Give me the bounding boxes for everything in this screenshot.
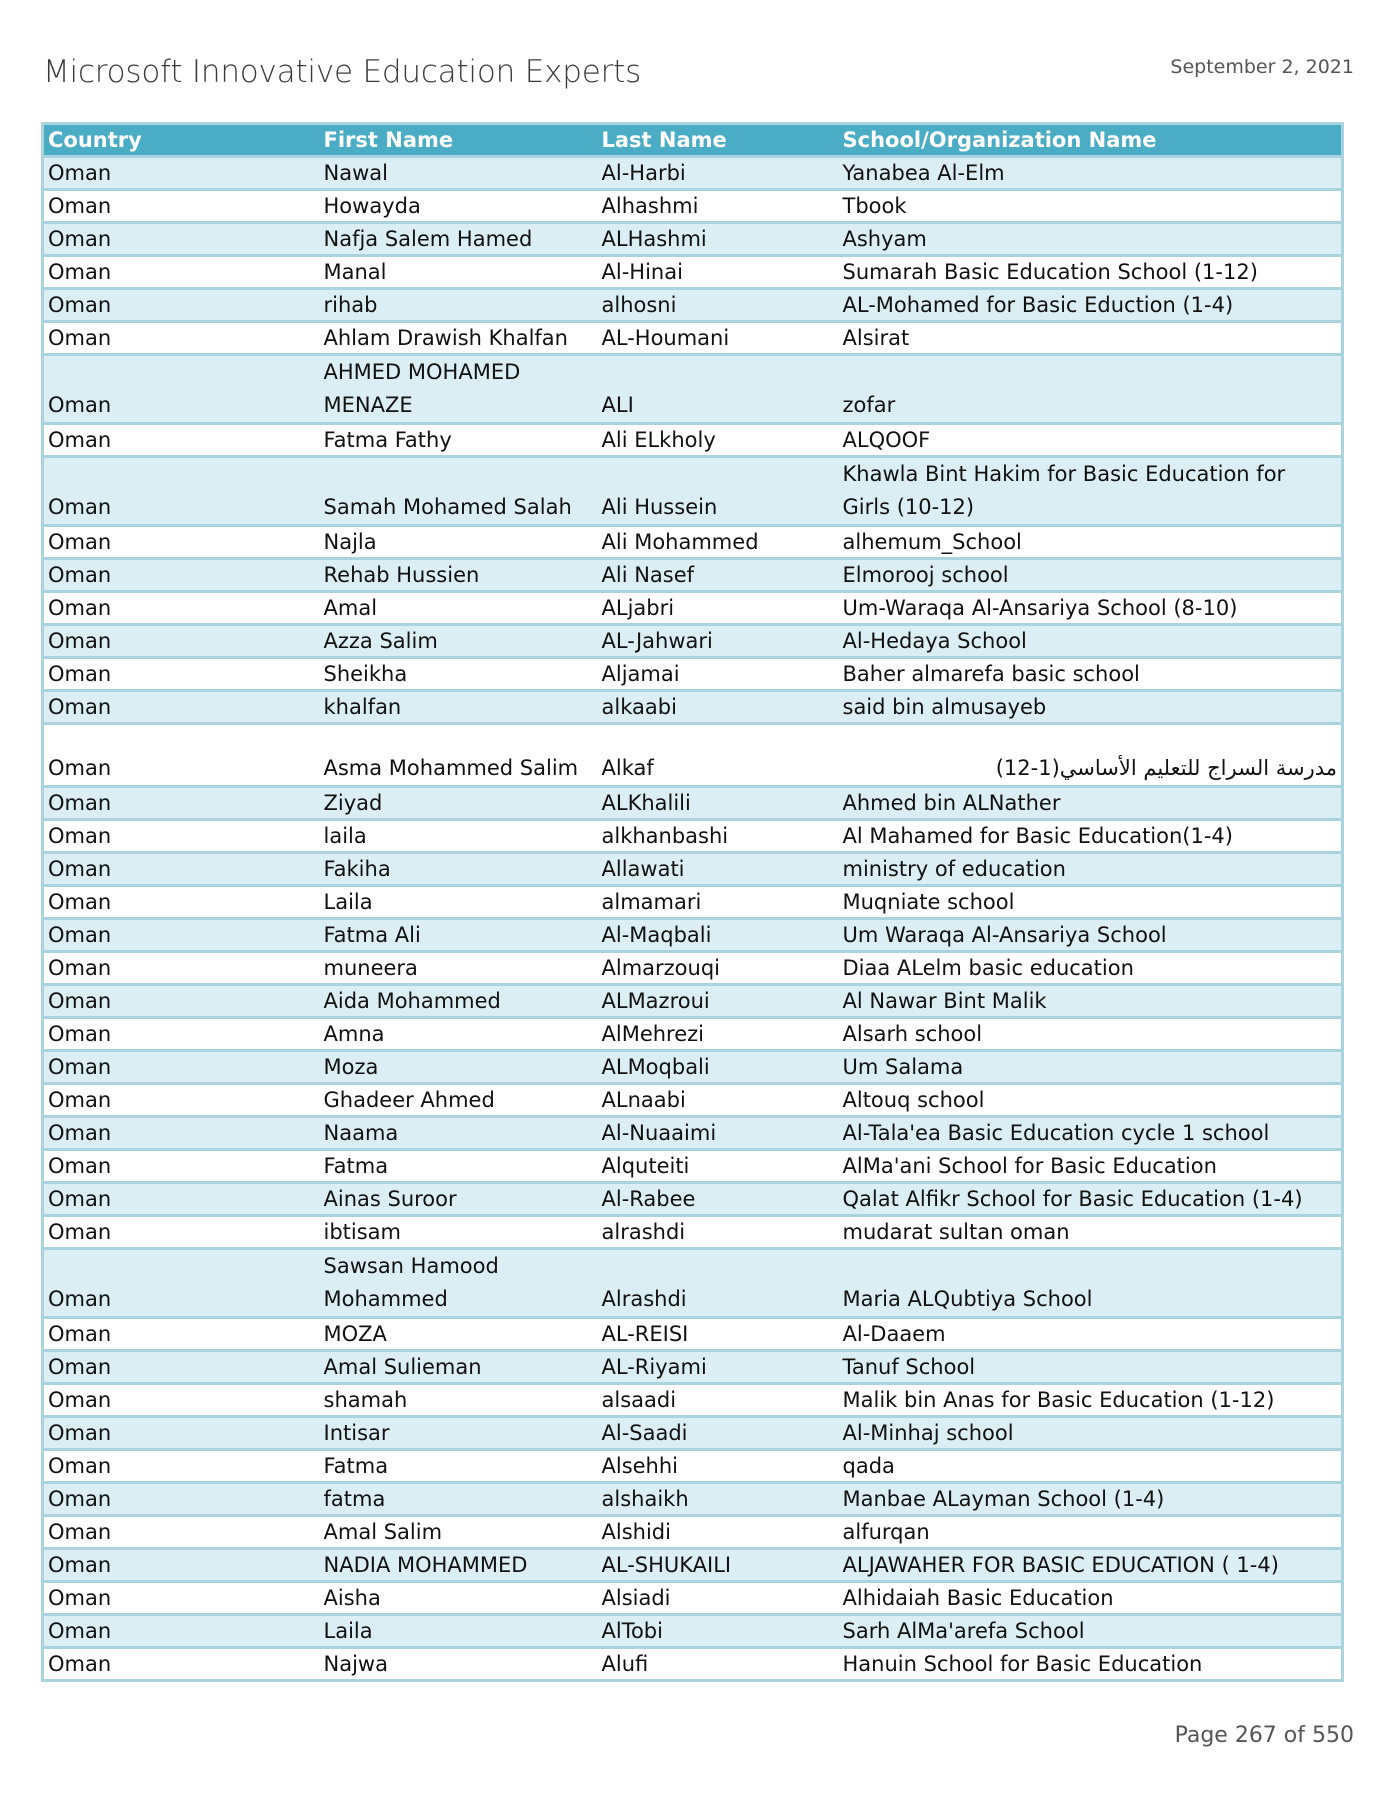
- table-row: [43, 919, 1343, 952]
- table-row: [43, 289, 1343, 322]
- cell-country: Oman: [43, 526, 320, 559]
- cell-school: AlMa'ani School for Basic Education: [839, 1150, 1343, 1183]
- cell-country: Oman: [43, 592, 320, 625]
- cell-school: Um Salama: [839, 1051, 1343, 1084]
- cell-school: Manbae ALayman School (1-4): [839, 1483, 1343, 1516]
- cell-first-name: Fatma Fathy: [320, 424, 598, 457]
- cell-last-name: AL-Riyami: [598, 1351, 839, 1384]
- cell-first-name: MOZA: [320, 1318, 598, 1351]
- cell-last-name: AlTobi: [598, 1615, 839, 1648]
- cell-school: Yanabea Al-Elm: [839, 157, 1343, 190]
- table-row: [43, 256, 1343, 289]
- cell-first-name: Sheikha: [320, 658, 598, 691]
- table-row: [43, 1249, 1343, 1318]
- table-row: [43, 1516, 1343, 1549]
- cell-school: Sumarah Basic Education School (1-12): [839, 256, 1343, 289]
- column-header-country: Country: [43, 124, 320, 157]
- table-row: [43, 1084, 1343, 1117]
- cell-school: Khawla Bint Hakim for Basic Education for Girls (10-12): [839, 457, 1343, 526]
- cell-school: Ahmed bin ALNather: [839, 787, 1343, 820]
- cell-first-name: Amal Salim: [320, 1516, 598, 1549]
- cell-country: Oman: [43, 985, 320, 1018]
- table-row: [43, 952, 1343, 985]
- table-row: [43, 724, 1343, 787]
- cell-last-name: Alrashdi: [598, 1249, 839, 1318]
- table-row: [43, 820, 1343, 853]
- cell-school: Altouq school: [839, 1084, 1343, 1117]
- cell-country: Oman: [43, 355, 320, 424]
- cell-last-name: Al-Harbi: [598, 157, 839, 190]
- cell-country: Oman: [43, 1150, 320, 1183]
- cell-first-name: NADIA MOHAMMED: [320, 1549, 598, 1582]
- cell-school: Al-Tala'ea Basic Education cycle 1 school: [839, 1117, 1343, 1150]
- cell-first-name: Aisha: [320, 1582, 598, 1615]
- cell-first-name: AHMED MOHAMED MENAZE: [320, 355, 598, 424]
- cell-country: Oman: [43, 424, 320, 457]
- cell-last-name: alsaadi: [598, 1384, 839, 1417]
- cell-first-name: ibtisam: [320, 1216, 598, 1249]
- cell-first-name: rihab: [320, 289, 598, 322]
- cell-country: Oman: [43, 1615, 320, 1648]
- cell-country: Oman: [43, 1384, 320, 1417]
- cell-country: Oman: [43, 1318, 320, 1351]
- cell-last-name: Ali Hussein: [598, 457, 839, 526]
- cell-country: Oman: [43, 1051, 320, 1084]
- cell-country: Oman: [43, 157, 320, 190]
- table-row: [43, 1051, 1343, 1084]
- cell-first-name: Asma Mohammed Salim: [320, 724, 598, 787]
- cell-first-name: Ziyad: [320, 787, 598, 820]
- cell-school: qada: [839, 1450, 1343, 1483]
- cell-country: Oman: [43, 1018, 320, 1051]
- cell-last-name: Ali Nasef: [598, 559, 839, 592]
- cell-school: Tanuf School: [839, 1351, 1343, 1384]
- cell-last-name: Alufi: [598, 1648, 839, 1681]
- cell-country: Oman: [43, 223, 320, 256]
- cell-school: Baher almarefa basic school: [839, 658, 1343, 691]
- table-row: [43, 1648, 1343, 1681]
- cell-first-name: Manal: [320, 256, 598, 289]
- cell-first-name: Moza: [320, 1051, 598, 1084]
- cell-first-name: Ainas Suroor: [320, 1183, 598, 1216]
- table-row: [43, 322, 1343, 355]
- cell-last-name: Alsiadi: [598, 1582, 839, 1615]
- cell-first-name: Ahlam Drawish Khalfan: [320, 322, 598, 355]
- cell-country: Oman: [43, 1582, 320, 1615]
- cell-last-name: Al-Saadi: [598, 1417, 839, 1450]
- table-row: [43, 1384, 1343, 1417]
- cell-country: Oman: [43, 559, 320, 592]
- cell-last-name: almamari: [598, 886, 839, 919]
- cell-last-name: Al-Hinai: [598, 256, 839, 289]
- column-header-first-name: First Name: [320, 124, 598, 157]
- column-header-last-name: Last Name: [598, 124, 839, 157]
- document-title: Microsoft Innovative Education Experts: [43, 54, 642, 90]
- cell-country: Oman: [43, 787, 320, 820]
- cell-first-name: Ghadeer Ahmed: [320, 1084, 598, 1117]
- cell-first-name: Fatma: [320, 1450, 598, 1483]
- cell-school: Al-Minhaj school: [839, 1417, 1343, 1450]
- table-row: [43, 190, 1343, 223]
- page-number: Page 267 of 550: [1174, 1723, 1354, 1748]
- cell-last-name: Alshidi: [598, 1516, 839, 1549]
- cell-last-name: Al-Maqbali: [598, 919, 839, 952]
- cell-last-name: ALMazroui: [598, 985, 839, 1018]
- cell-last-name: Al-Nuaaimi: [598, 1117, 839, 1150]
- document-date: September 2, 2021: [1170, 56, 1354, 78]
- table-row: [43, 424, 1343, 457]
- cell-school: Ashyam: [839, 223, 1343, 256]
- cell-last-name: Ali Mohammed: [598, 526, 839, 559]
- cell-first-name: Naama: [320, 1117, 598, 1150]
- table-row: [43, 853, 1343, 886]
- experts-table: [41, 122, 1344, 1682]
- table-row: [43, 1183, 1343, 1216]
- cell-school: Alhidaiah Basic Education: [839, 1582, 1343, 1615]
- cell-school: Alsirat: [839, 322, 1343, 355]
- cell-last-name: ALjabri: [598, 592, 839, 625]
- cell-last-name: Alkaf: [598, 724, 839, 787]
- cell-school: Malik bin Anas for Basic Education (1-12): [839, 1384, 1343, 1417]
- cell-first-name: Azza Salim: [320, 625, 598, 658]
- cell-first-name: Laila: [320, 886, 598, 919]
- table-row: [43, 886, 1343, 919]
- cell-school: zofar: [839, 355, 1343, 424]
- cell-first-name: Rehab Hussien: [320, 559, 598, 592]
- cell-country: Oman: [43, 1516, 320, 1549]
- table-row: [43, 985, 1343, 1018]
- cell-country: Oman: [43, 1483, 320, 1516]
- cell-school: AL-Mohamed for Basic Eduction (1-4): [839, 289, 1343, 322]
- cell-school: Al-Daaem: [839, 1318, 1343, 1351]
- column-header-school: School/Organization Name: [839, 124, 1343, 157]
- table-row: [43, 787, 1343, 820]
- cell-first-name: Amal: [320, 592, 598, 625]
- cell-first-name: Nawal: [320, 157, 598, 190]
- table-row: [43, 1150, 1343, 1183]
- cell-first-name: Sawsan Hamood Mohammed: [320, 1249, 598, 1318]
- cell-last-name: ALKhalili: [598, 787, 839, 820]
- cell-last-name: AL-SHUKAILI: [598, 1549, 839, 1582]
- table-body: [43, 157, 1343, 1681]
- cell-school: ALJAWAHER FOR BASIC EDUCATION ( 1-4): [839, 1549, 1343, 1582]
- cell-first-name: Amal Sulieman: [320, 1351, 598, 1384]
- cell-country: Oman: [43, 952, 320, 985]
- cell-country: Oman: [43, 853, 320, 886]
- cell-last-name: Alquteiti: [598, 1150, 839, 1183]
- table-row: [43, 1318, 1343, 1351]
- cell-school: alfurqan: [839, 1516, 1343, 1549]
- cell-last-name: AL-Houmani: [598, 322, 839, 355]
- cell-school: Sarh AlMa'arefa School: [839, 1615, 1343, 1648]
- table-row: [43, 1615, 1343, 1648]
- cell-last-name: Alhashmi: [598, 190, 839, 223]
- table-row: [43, 559, 1343, 592]
- cell-country: Oman: [43, 1648, 320, 1681]
- cell-last-name: Almarzouqi: [598, 952, 839, 985]
- cell-school: Alsarh school: [839, 1018, 1343, 1051]
- cell-country: Oman: [43, 1117, 320, 1150]
- cell-school: ALQOOF: [839, 424, 1343, 457]
- cell-country: Oman: [43, 190, 320, 223]
- cell-school: mudarat sultan oman: [839, 1216, 1343, 1249]
- cell-country: Oman: [43, 1216, 320, 1249]
- cell-country: Oman: [43, 1084, 320, 1117]
- cell-first-name: Najwa: [320, 1648, 598, 1681]
- cell-school: Um-Waraqa Al-Ansariya School (8-10): [839, 592, 1343, 625]
- cell-first-name: Fatma Ali: [320, 919, 598, 952]
- cell-first-name: Nafja Salem Hamed: [320, 223, 598, 256]
- cell-first-name: Laila: [320, 1615, 598, 1648]
- cell-first-name: Amna: [320, 1018, 598, 1051]
- cell-country: Oman: [43, 1183, 320, 1216]
- cell-country: Oman: [43, 691, 320, 724]
- cell-last-name: alkaabi: [598, 691, 839, 724]
- cell-country: Oman: [43, 1351, 320, 1384]
- cell-country: Oman: [43, 1450, 320, 1483]
- cell-school: ministry of education: [839, 853, 1343, 886]
- cell-first-name: Fatma: [320, 1150, 598, 1183]
- cell-country: Oman: [43, 289, 320, 322]
- table-row: [43, 1018, 1343, 1051]
- cell-first-name: Howayda: [320, 190, 598, 223]
- cell-country: Oman: [43, 724, 320, 787]
- cell-last-name: ALnaabi: [598, 1084, 839, 1117]
- cell-first-name: Fakiha: [320, 853, 598, 886]
- cell-last-name: ALI: [598, 355, 839, 424]
- table-row: [43, 592, 1343, 625]
- cell-last-name: Allawati: [598, 853, 839, 886]
- cell-last-name: alhosni: [598, 289, 839, 322]
- table-row: [43, 457, 1343, 526]
- table-row: [43, 1417, 1343, 1450]
- cell-first-name: muneera: [320, 952, 598, 985]
- table-row: [43, 1216, 1343, 1249]
- cell-country: Oman: [43, 886, 320, 919]
- cell-country: Oman: [43, 1249, 320, 1318]
- cell-last-name: ALHashmi: [598, 223, 839, 256]
- table-row: [43, 1483, 1343, 1516]
- cell-last-name: Alsehhi: [598, 1450, 839, 1483]
- table-row: [43, 1117, 1343, 1150]
- table-header-row: [43, 124, 1343, 157]
- cell-country: Oman: [43, 256, 320, 289]
- cell-country: Oman: [43, 322, 320, 355]
- cell-school: Qalat Alfikr School for Basic Education (1-4): [839, 1183, 1343, 1216]
- cell-school: alhemum_School: [839, 526, 1343, 559]
- cell-country: Oman: [43, 820, 320, 853]
- table-row: [43, 1582, 1343, 1615]
- cell-last-name: AL-REISI: [598, 1318, 839, 1351]
- cell-last-name: ALMoqbali: [598, 1051, 839, 1084]
- cell-school: Elmorooj school: [839, 559, 1343, 592]
- table-row: [43, 1351, 1343, 1384]
- cell-school: said bin almusayeb: [839, 691, 1343, 724]
- cell-first-name: laila: [320, 820, 598, 853]
- cell-school: Tbook: [839, 190, 1343, 223]
- cell-school: Al-Hedaya School: [839, 625, 1343, 658]
- table-row: [43, 658, 1343, 691]
- cell-first-name: Aida Mohammed: [320, 985, 598, 1018]
- cell-country: Oman: [43, 919, 320, 952]
- cell-first-name: shamah: [320, 1384, 598, 1417]
- cell-first-name: Intisar: [320, 1417, 598, 1450]
- cell-school: Diaa ALelm basic education: [839, 952, 1343, 985]
- cell-last-name: AlMehrezi: [598, 1018, 839, 1051]
- cell-last-name: alrashdi: [598, 1216, 839, 1249]
- cell-school: Um Waraqa Al-Ansariya School: [839, 919, 1343, 952]
- table-row: [43, 625, 1343, 658]
- cell-school: Hanuin School for Basic Education: [839, 1648, 1343, 1681]
- table-row: [43, 1549, 1343, 1582]
- cell-country: Oman: [43, 658, 320, 691]
- cell-last-name: AL-Jahwari: [598, 625, 839, 658]
- cell-last-name: Ali ELkholy: [598, 424, 839, 457]
- cell-first-name: Najla: [320, 526, 598, 559]
- cell-last-name: Aljamai: [598, 658, 839, 691]
- cell-school: مدرسة السراج للتعليم الأساسي(1-12): [839, 724, 1343, 787]
- table-row: [43, 157, 1343, 190]
- cell-last-name: Al-Rabee: [598, 1183, 839, 1216]
- cell-first-name: Samah Mohamed Salah: [320, 457, 598, 526]
- cell-school: Al Mahamed for Basic Education(1-4): [839, 820, 1343, 853]
- table-row: [43, 223, 1343, 256]
- cell-country: Oman: [43, 1417, 320, 1450]
- cell-school: Muqniate school: [839, 886, 1343, 919]
- cell-country: Oman: [43, 625, 320, 658]
- cell-last-name: alshaikh: [598, 1483, 839, 1516]
- cell-country: Oman: [43, 457, 320, 526]
- cell-school: Maria ALQubtiya School: [839, 1249, 1343, 1318]
- cell-country: Oman: [43, 1549, 320, 1582]
- table-row: [43, 355, 1343, 424]
- table-row: [43, 1450, 1343, 1483]
- table-row: [43, 691, 1343, 724]
- cell-first-name: fatma: [320, 1483, 598, 1516]
- cell-first-name: khalfan: [320, 691, 598, 724]
- table-row: [43, 526, 1343, 559]
- cell-last-name: alkhanbashi: [598, 820, 839, 853]
- cell-school: Al Nawar Bint Malik: [839, 985, 1343, 1018]
